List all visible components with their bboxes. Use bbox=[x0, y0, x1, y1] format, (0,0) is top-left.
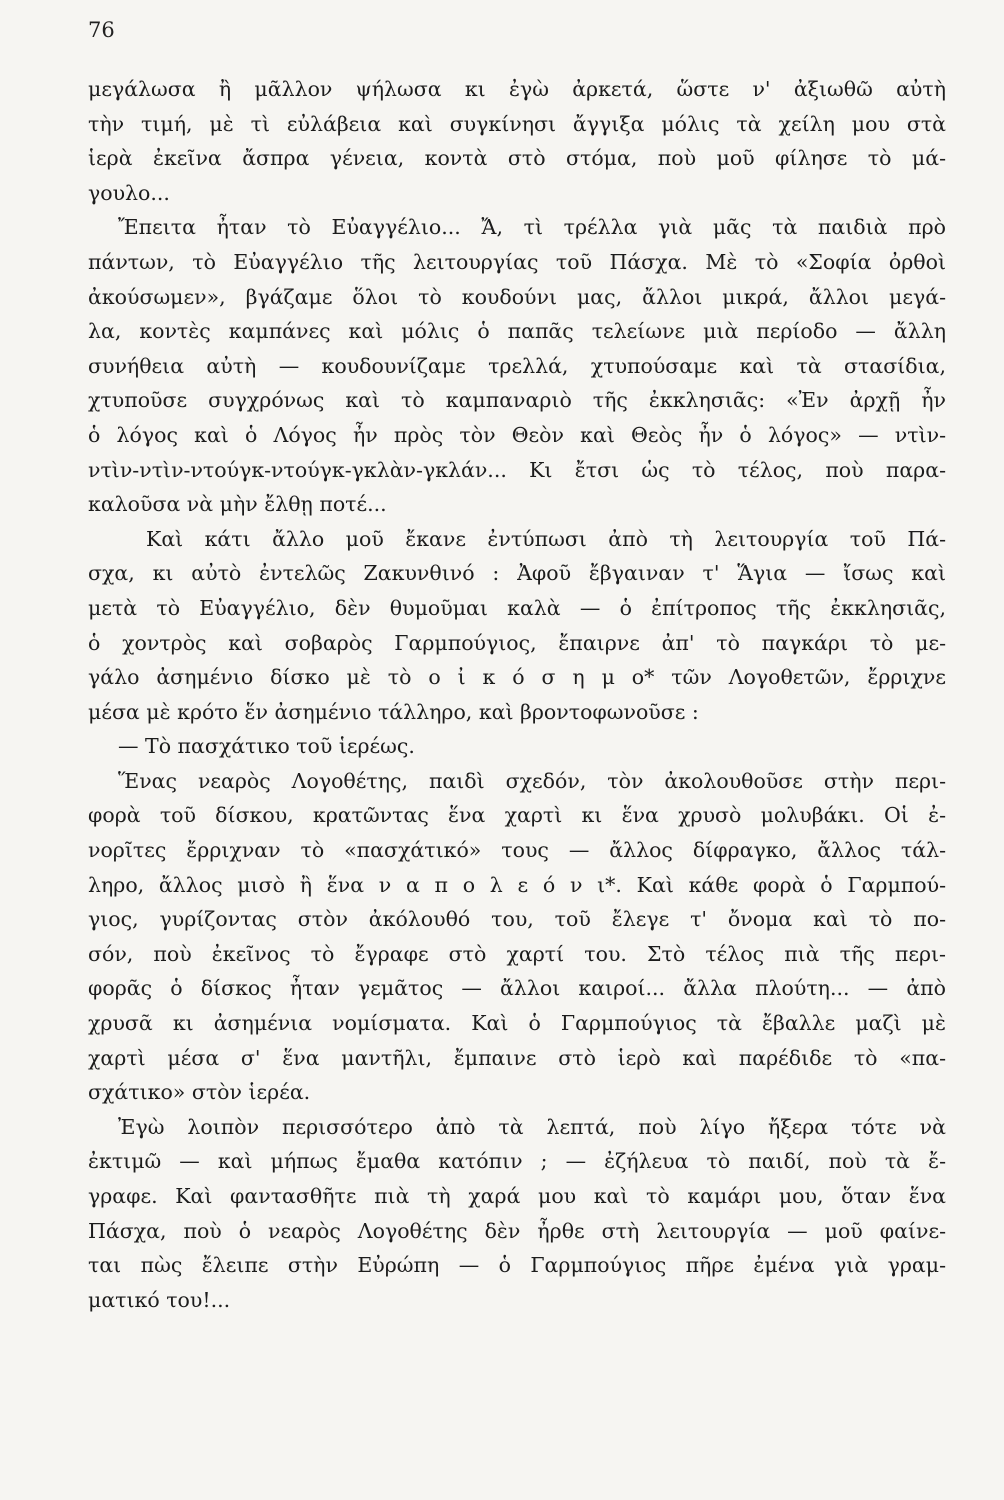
text-line: χαρτὶ μέσα σ' ἕνα μαντῆλι, ἔμπαινε στὸ ἱερὸ καὶ παρέδιδε τὸ «πα- bbox=[88, 1045, 946, 1070]
text-line: Ἐγὼ λοιπὸν περισσότερο ἀπὸ τὰ λεπτά, ποὺ λίγο ἤξερα τότε νὰ bbox=[118, 1114, 946, 1139]
text-line: — Τὸ πασχάτικο τοῦ ἱερέως. bbox=[118, 734, 415, 759]
text-line: λα, κοντὲς καμπάνες καὶ μόλις ὁ παπᾶς τελείωνε μιὰ περίοδο — ἄλλη bbox=[88, 319, 946, 344]
text-line: γουλο... bbox=[88, 180, 170, 205]
text-line: μέσα μὲ κρότο ἕν ἀσημένιο τάλληρο, καὶ βροντοφωνοῦσε : bbox=[88, 699, 699, 724]
text-line: πάντων, τὸ Εὐαγγέλιο τῆς λειτουργίας τοῦ Πάσχα. Μὲ τὸ «Σοφία ὀρθοὶ bbox=[88, 249, 946, 274]
text-line: ματικό του!... bbox=[88, 1287, 231, 1312]
text-line: χρυσᾶ κι ἀσημένια νομίσματα. Καὶ ὁ Γαρμπούγιος τὰ ἔβαλλε μαζὶ μὲ bbox=[88, 1011, 946, 1036]
text-line: τὴν τιμή, μὲ τὶ εὐλάβεια καὶ συγκίνησι ἄγγιξα μόλις τὰ χείλη μου στὰ bbox=[88, 111, 946, 136]
text-line: φορὰ τοῦ δίσκου, κρατῶντας ἕνα χαρτὶ κι ἕνα χρυσὸ μολυβάκι. Οἱ ἐ- bbox=[88, 803, 946, 828]
text-line: γραφε. Καὶ φαντασθῆτε πιὰ τὴ χαρά μου καὶ τὸ καμάρι μου, ὅταν ἕνα bbox=[88, 1184, 946, 1208]
text-line: ὁ χοντρὸς καὶ σοβαρὸς Γαρμπούγιος, ἔπαιρνε ἀπ' τὸ παγκάρι τὸ με- bbox=[88, 630, 946, 655]
text-line: σχάτικο» στὸν ἱερέα. bbox=[88, 1080, 311, 1105]
text-line: γιος, γυρίζοντας στὸν ἀκόλουθό του, τοῦ ἔλεγε τ' ὄνομα καὶ τὸ πο- bbox=[88, 907, 946, 932]
body-text bbox=[88, 72, 946, 1317]
text-line: ται πὼς ἔλειπε στὴν Εὐρώπη — ὁ Γαρμπούγιος πῆρε ἐμένα γιὰ γραμ- bbox=[88, 1253, 946, 1278]
text-line: συνήθεια αὐτὴ — κουδουνίζαμε τρελλά, χτυπούσαμε καὶ τὰ στασίδια, bbox=[88, 353, 946, 378]
text-line: Καὶ κάτι ἄλλο μοῦ ἔκανε ἐντύπωσι ἀπὸ τὴ λειτουργία τοῦ Πά- bbox=[146, 526, 946, 551]
text-line: Ἔπειτα ἦταν τὸ Εὐαγγέλιο... Ἄ, τὶ τρέλλα γιὰ μᾶς τὰ παιδιὰ πρὸ bbox=[118, 215, 946, 240]
text-line: γάλο ἀσημένιο δίσκο μὲ τὸ ο ἰ κ ό σ η μ ο* τῶν Λογοθετῶν, ἔρριχνε bbox=[88, 665, 946, 690]
text-line: σόν, ποὺ ἐκεῖνος τὸ ἔγραφε στὸ χαρτί του. Στὸ τέλος πιὰ τῆς περι- bbox=[88, 941, 946, 966]
page-number: 76 bbox=[88, 18, 115, 42]
text-line: Πάσχα, ποὺ ὁ νεαρὸς Λογοθέτης δὲν ἦρθε στὴ λειτουργία — μοῦ φαίνε- bbox=[88, 1218, 946, 1243]
text-line: μεγάλωσα ἢ μᾶλλον ψήλωσα κι ἐγὼ ἀρκετά, ὥστε ν' ἀξιωθῶ αὐτὴ bbox=[88, 77, 946, 101]
text-line: ὁ λόγος καὶ ὁ Λόγος ἦν πρὸς τὸν Θεὸν καὶ Θεὸς ἦν ὁ λόγος» — ντὶν- bbox=[88, 422, 946, 447]
text-line: ἐκτιμῶ — καὶ μήπως ἔμαθα κατόπιν ; — ἐζήλευα τὸ παιδί, ποὺ τὰ ἔ- bbox=[88, 1149, 946, 1174]
text-line: χτυποῦσε συγχρόνως καὶ τὸ καμπαναριὸ τῆς ἐκκλησιᾶς: «Ἐν ἀρχῇ ἦν bbox=[88, 388, 946, 413]
text-line: μετὰ τὸ Εὐαγγέλιο, δὲν θυμοῦμαι καλὰ — ὁ ἐπίτροπος τῆς ἐκκλησιᾶς, bbox=[88, 595, 946, 620]
text-line: ἱερὰ ἐκεῖνα ἄσπρα γένεια, κοντὰ στὸ στόμα, ποὺ μοῦ φίλησε τὸ μά- bbox=[88, 146, 946, 171]
text-line: καλοῦσα νὰ μὴν ἔλθῃ ποτέ... bbox=[88, 492, 387, 517]
text-line: νορῖτες ἔρριχναν τὸ «πασχάτικό» τους — ἄλλος δίφραγκο, ἄλλος τάλ- bbox=[88, 838, 946, 863]
text-line: ντὶν-ντὶν-ντούγκ-ντούγκ-γκλὰν-γκλάν... Κι ἔτσι ὡς τὸ τέλος, ποὺ παρα- bbox=[88, 457, 946, 482]
text-line: φορᾶς ὁ δίσκος ἦταν γεμᾶτος — ἄλλοι καιροί... ἄλλα πλούτη... — ἀπὸ bbox=[88, 976, 946, 1001]
text-line: Ἕνας νεαρὸς Λογοθέτης, παιδὶ σχεδόν, τὸν ἀκολουθοῦσε στὴν περι- bbox=[118, 768, 946, 793]
text-line: σχα, κι αὐτὸ ἐντελῶς Ζακυνθινό : Ἀφοῦ ἔβγαιναν τ' Ἅγια — ἴσως καὶ bbox=[88, 561, 946, 586]
text-line: ἀκούσωμεν», βγάζαμε ὅλοι τὸ κουδούνι μας, ἄλλοι μικρά, ἄλλοι μεγά- bbox=[88, 284, 946, 309]
text-line: ληρο, ἄλλος μισὸ ἢ ἕνα ν α π ο λ ε ό ν ι*. Καὶ κάθε φορὰ ὁ Γαρμπού- bbox=[88, 872, 946, 897]
